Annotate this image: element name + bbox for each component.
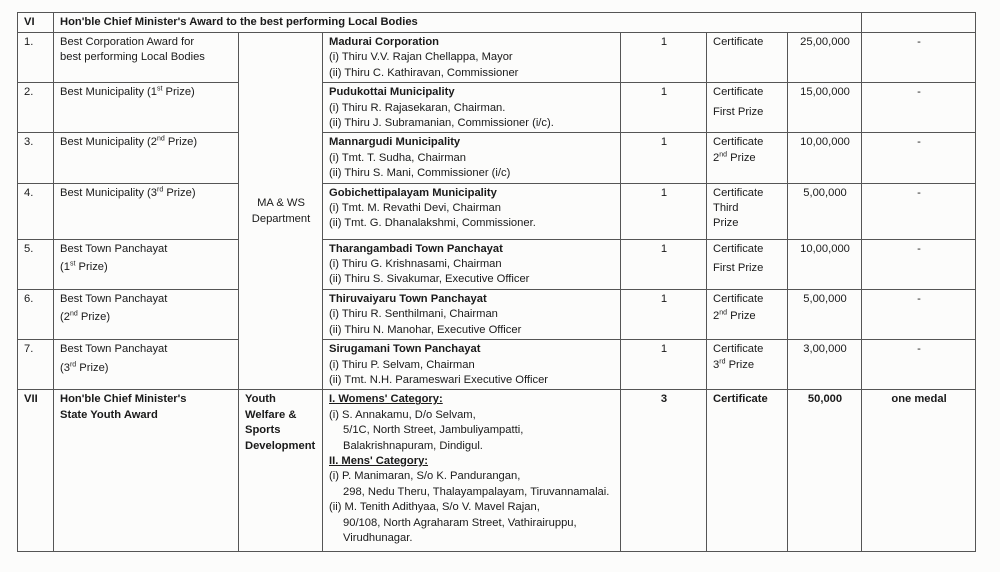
quantity: 3 [621, 390, 707, 552]
quantity: 1 [621, 133, 707, 183]
quantity: 1 [621, 33, 707, 83]
quantity: 1 [621, 239, 707, 289]
table-row [18, 33, 976, 83]
certificate-cell: Certificate First Prize [707, 239, 788, 289]
amount: 25,00,000 [788, 33, 862, 83]
recipient-cell: Mannargudi Municipality (i) Tmt. T. Sudha, Chairman (ii) Thiru S. Mani, Commissioner (i/c) [323, 133, 621, 183]
row-number: 5. [18, 239, 54, 289]
amount: 5,00,000 [788, 183, 862, 239]
award-name: Hon'ble Chief Minister's State Youth Award [54, 390, 239, 552]
section-vi-header-row [18, 13, 976, 33]
amount: 15,00,000 [788, 83, 862, 133]
local-body-name: Tharangambadi Town Panchayat [329, 242, 503, 255]
local-body-name: Sirugamani Town Panchayat [329, 343, 481, 356]
quantity: 1 [621, 83, 707, 133]
section-heading: Hon'ble Chief Minister's Award to the best performing Local Bodies [54, 13, 862, 33]
row-number: 4. [18, 183, 54, 239]
certificate-cell: Certificate [707, 390, 788, 552]
quantity: 1 [621, 183, 707, 239]
medal: - [862, 133, 976, 183]
certificate-cell: Certificate First Prize [707, 83, 788, 133]
quantity: 1 [621, 289, 707, 339]
award-name: Best Municipality (1st Prize) [54, 83, 239, 133]
award-name: Best Municipality (2nd Prize) [54, 133, 239, 183]
award-name: Best Corporation Award for best performing Local Bodies [54, 33, 239, 83]
recipient-cell: Gobichettipalayam Municipality (i) Tmt. M. Revathi Devi, Chairman (ii) Tmt. G. Dhanalakshmi, Commissioner. [323, 183, 621, 239]
row-number: 1. [18, 33, 54, 83]
certificate-cell: Certificate 2nd Prize [707, 133, 788, 183]
certificate-cell: Certificate Third Prize [707, 183, 788, 239]
quantity: 1 [621, 340, 707, 390]
recipient-cell: Sirugamani Town Panchayat (i) Thiru P. Selvam, Chairman (ii) Tmt. N.H. Parameswari Executive Officer [323, 340, 621, 390]
medal: - [862, 239, 976, 289]
row-number: 2. [18, 83, 54, 133]
row-number: 3. [18, 133, 54, 183]
recipient-cell: Madurai Corporation (i) Thiru V.V. Rajan Chellappa, Mayor (ii) Thiru C. Kathiravan, Commissioner [323, 33, 621, 83]
local-body-name: Pudukottai Municipality [329, 86, 455, 99]
medal: one medal [862, 390, 976, 552]
recipient-cell: Thiruvaiyaru Town Panchayat (i) Thiru R. Senthilmani, Chairman (ii) Thiru N. Manohar, Executive Officer [323, 289, 621, 339]
table-row [18, 83, 976, 133]
award-name: Best Town Panchayat (3rd Prize) [54, 340, 239, 390]
certificate-cell: Certificate 3rd Prize [707, 340, 788, 390]
row-number: 7. [18, 340, 54, 390]
table-row [18, 289, 976, 339]
medal: - [862, 83, 976, 133]
award-name: Best Municipality (3rd Prize) [54, 183, 239, 239]
amount: 5,00,000 [788, 289, 862, 339]
certificate-cell: Certificate 2nd Prize [707, 289, 788, 339]
amount: 10,00,000 [788, 239, 862, 289]
award-name: Best Town Panchayat (2nd Prize) [54, 289, 239, 339]
men-category-heading: II. Mens' Category: [329, 454, 429, 467]
section-vii-row [18, 390, 976, 552]
medal: - [862, 183, 976, 239]
department-cell: MA & WS Department [239, 33, 323, 390]
table-row [18, 183, 976, 239]
local-body-name: Gobichettipalayam Municipality [329, 186, 497, 199]
local-body-name: Thiruvaiyaru Town Panchayat [329, 292, 487, 305]
table-row [18, 239, 976, 289]
medal: - [862, 33, 976, 83]
amount: 3,00,000 [788, 340, 862, 390]
local-body-name: Mannargudi Municipality [329, 136, 461, 149]
amount: 10,00,000 [788, 133, 862, 183]
table-row [18, 340, 976, 390]
department-cell: Youth Welfare & Sports Development [239, 390, 323, 552]
row-number: 6. [18, 289, 54, 339]
medal: - [862, 289, 976, 339]
medal: - [862, 340, 976, 390]
certificate-cell: Certificate [707, 33, 788, 83]
recipient-cell: Tharangambadi Town Panchayat (i) Thiru G. Krishnasami, Chairman (ii) Thiru S. Sivakumar, Executive Officer [323, 239, 621, 289]
empty-cell [862, 13, 976, 33]
section-number: VII [18, 390, 54, 552]
local-body-name: Madurai Corporation [329, 36, 440, 48]
recipient-cell: I. Womens' Category: (i) S. Annakamu, D/o Selvam, 5/1C, North Street, Jambuliyampatti, Balakrishnapuram, Dindigul. II. Mens' Category: (i) P. Manimaran, S/o K. Pandurangan, 298, Nedu Theru, Thalayampalayam, Tiruvannamalai. (ii) M. Tenith Adithyaa, S/o V. Mavel Rajan, 90/108, North Agraharam Street, Vathirairuppu, Virudhunagar. [323, 390, 621, 552]
table-row [18, 133, 976, 183]
recipient-cell: Pudukottai Municipality (i) Thiru R. Rajasekaran, Chairman. (ii) Thiru J. Subramanian, Commissioner (i/c). [323, 83, 621, 133]
award-name: Best Town Panchayat (1st Prize) [54, 239, 239, 289]
amount: 50,000 [788, 390, 862, 552]
awards-table [17, 12, 976, 552]
section-number: VI [18, 13, 54, 33]
women-category-heading: I. Womens' Category: [329, 393, 443, 406]
